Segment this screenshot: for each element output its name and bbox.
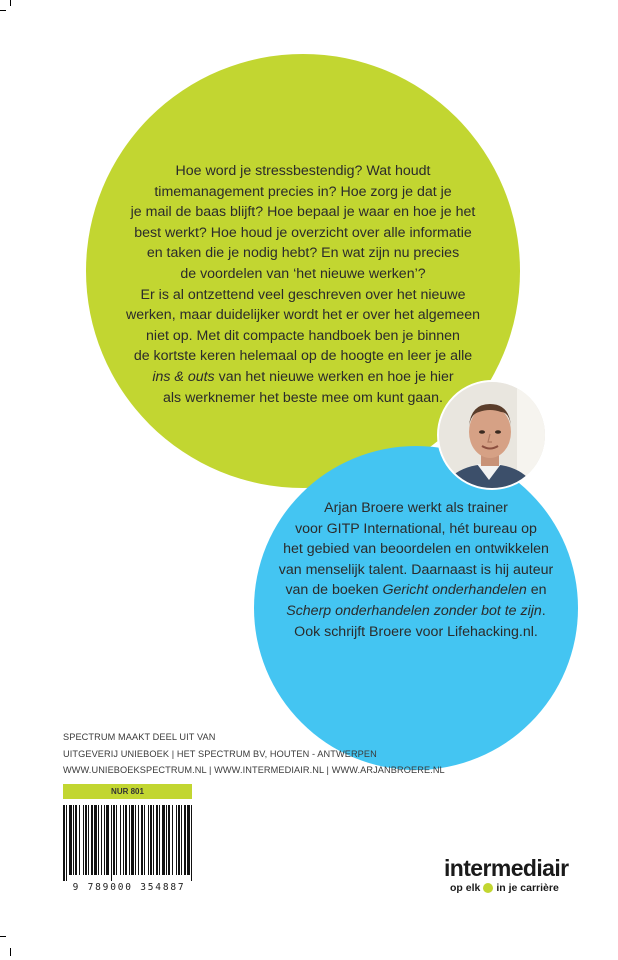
blurb-line: best werkt? Hoe houd je overzicht over alle informatie xyxy=(134,224,472,241)
blurb-line: en taken die je nodig hebt? En wat zijn nu precies xyxy=(146,245,460,262)
barcode-bar xyxy=(75,805,77,875)
barcode-bar xyxy=(178,805,180,875)
dot-icon xyxy=(483,883,493,893)
barcode-bar xyxy=(156,805,158,875)
book-title: Scherp onderhandelen zonder bot te zijn xyxy=(286,602,542,619)
author-line: van menselijk talent. Daarnaast is hij auteur xyxy=(278,561,554,578)
blurb-line: de kortste keren helemaal op de hoogte en leer je alle xyxy=(133,348,473,365)
barcode-bar xyxy=(191,805,192,881)
blurb-line: als werknemer het beste mee om kunt gaan. xyxy=(163,389,443,406)
barcode-bar xyxy=(135,805,136,875)
author-line xyxy=(268,580,564,601)
barcode-bar xyxy=(98,805,99,875)
barcode-bar xyxy=(116,805,117,875)
blurb-line: de voordelen van ‘het nieuwe werken’? xyxy=(180,265,426,282)
author-text xyxy=(268,498,564,642)
barcode-bar xyxy=(94,805,97,875)
blurb-fragment: van het nieuwe werken en hoe je hier xyxy=(214,368,454,385)
publisher-line: WWW.UNIEBOEKSPECTRUM.NL | WWW.INTERMEDIAIR.NL | WWW.ARJANBROERE.NL xyxy=(63,765,445,775)
barcode-bar xyxy=(162,805,165,875)
barcode-bar xyxy=(125,805,127,875)
publisher-info xyxy=(63,729,445,779)
author-line: voor GITP International, hét bureau op xyxy=(295,520,537,537)
barcode-bar xyxy=(63,805,65,881)
tagline-fragment: in je carrière xyxy=(496,882,559,894)
barcode-bar xyxy=(138,805,139,875)
isbn-number: 9 789000 354887 xyxy=(72,882,186,893)
barcode-bar xyxy=(176,805,177,875)
barcode-bar xyxy=(69,805,72,875)
barcode-bar xyxy=(123,805,124,875)
barcode-bar xyxy=(91,805,93,875)
brand-name: intermediair xyxy=(444,855,569,881)
publisher-line: UITGEVERIJ UNIEBOEK | HET SPECTRUM BV, HOUTEN - ANTWERPEN xyxy=(63,748,377,759)
barcode-bar xyxy=(113,805,115,875)
author-line: Ook schrijft Broere voor Lifehacking.nl. xyxy=(294,623,538,640)
blurb-line: Er is al ontzettend veel geschreven over het nieuwe xyxy=(140,286,466,303)
blurb-line: niet op. Met dit compacte handboek ben je binnen xyxy=(146,327,460,344)
barcode-bar xyxy=(101,805,102,875)
barcode-bar xyxy=(159,805,160,875)
barcode-bar xyxy=(111,805,112,881)
author-portrait-icon xyxy=(439,382,545,488)
author-line xyxy=(268,601,564,622)
barcode-bar xyxy=(187,805,190,875)
barcode-bar xyxy=(79,805,80,875)
tagline-fragment: op elk xyxy=(450,882,481,894)
book-title: Gericht onderhandelen xyxy=(382,582,527,599)
barcode-bar xyxy=(166,805,167,875)
brand-logo xyxy=(444,855,568,895)
blurb-line: werken, maar duidelijker wordt het er over het algemeen xyxy=(125,307,481,324)
barcode-bar xyxy=(148,805,149,875)
blurb-line: timemanagement precies in? Hoe zorg je dat je xyxy=(154,183,452,200)
publisher-line: SPECTRUM MAAKT DEEL UIT VAN xyxy=(63,732,216,742)
blurb-line xyxy=(112,367,494,388)
barcode-bar xyxy=(181,805,182,875)
barcode-bar xyxy=(153,805,154,875)
author-line: Arjan Broere werkt als trainer xyxy=(324,500,508,516)
barcode-bar xyxy=(85,805,87,875)
barcode-bar xyxy=(150,805,152,875)
nur-label: NUR 801 xyxy=(63,784,192,799)
blurb-italic: ins & outs xyxy=(152,368,215,385)
barcode-bar xyxy=(73,805,74,875)
brand-tagline xyxy=(450,881,568,895)
barcode-bar xyxy=(131,805,134,875)
barcode-bar xyxy=(144,805,145,875)
author-line: het gebied van beoordelen en ontwikkelen xyxy=(283,541,549,558)
barcode-bar xyxy=(141,805,143,875)
author-fragment: en xyxy=(526,582,547,599)
author-photo xyxy=(437,380,547,490)
barcode-bar xyxy=(104,805,105,875)
author-fragment: van de boeken xyxy=(285,582,383,599)
barcode-bar xyxy=(120,805,121,875)
barcode-bar xyxy=(172,805,173,875)
crop-mark xyxy=(10,0,11,6)
crop-mark xyxy=(0,10,6,11)
barcode-bar xyxy=(88,805,89,875)
barcode-bar xyxy=(106,805,109,875)
barcode-bar xyxy=(66,805,67,881)
barcode-bar xyxy=(83,805,84,875)
barcode-icon xyxy=(63,805,193,881)
blurb-line: Hoe word je stressbestendig? Wat houdt xyxy=(175,163,431,179)
crop-mark xyxy=(0,936,6,937)
blurb-text xyxy=(112,161,494,408)
barcode-bar xyxy=(184,805,186,875)
barcode-bar xyxy=(168,805,170,875)
crop-mark xyxy=(10,948,11,956)
barcode-bar xyxy=(129,805,130,875)
author-fragment: . xyxy=(541,602,546,619)
blurb-line: je mail de baas blijft? Hoe bepaal je waar en hoe je het xyxy=(130,204,476,221)
